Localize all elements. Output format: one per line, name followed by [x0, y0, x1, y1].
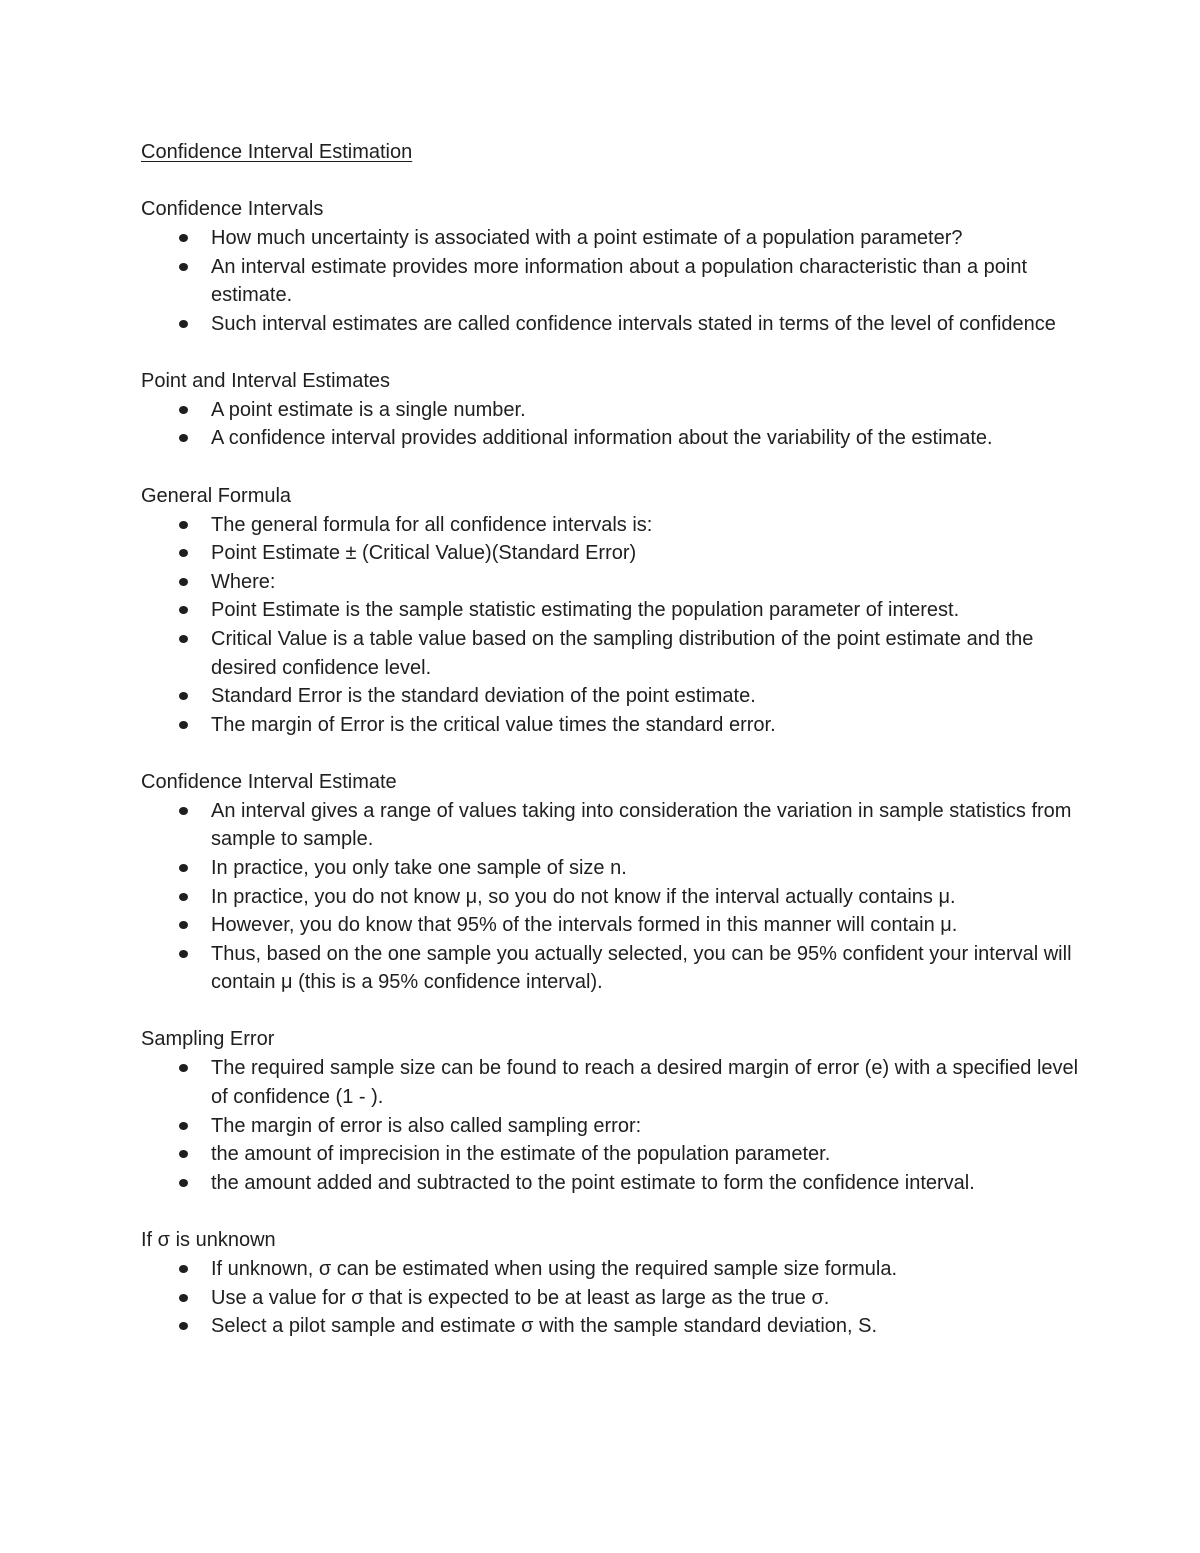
bullet-text: In practice, you do not know μ, so you do not know if the interval actually contains μ.: [211, 885, 956, 908]
bullet-text: The required sample size can be found to reach a desired margin of error (e) with a specified level of confidence (1 - ).: [211, 1057, 1079, 1109]
bullet-item: [141, 568, 1081, 597]
bullet-dot-icon: [179, 807, 188, 815]
section: [141, 1025, 1081, 1197]
bullet-text: The margin of Error is the critical value times the standard error.: [211, 713, 776, 736]
bullet-list: [141, 511, 1081, 740]
bullet-text: A confidence interval provides additional information about the variability of the estimate.: [211, 427, 993, 450]
bullet-dot-icon: [179, 721, 188, 729]
bullet-text: A point estimate is a single number.: [211, 398, 526, 421]
bullet-text: How much uncertainty is associated with a point estimate of a population parameter?: [211, 227, 963, 249]
section-heading: Sampling Error: [141, 1028, 275, 1051]
bullet-item: [141, 625, 1081, 682]
bullet-list: [141, 224, 1081, 338]
bullet-dot-icon: [179, 921, 188, 929]
bullet-dot-icon: [179, 1122, 188, 1130]
bullet-dot-icon: [179, 1150, 188, 1158]
bullet-text: However, you do know that 95% of the intervals formed in this manner will contain μ.: [211, 914, 958, 937]
bullet-dot-icon: [179, 635, 188, 643]
bullet-dot-icon: [179, 234, 188, 242]
bullet-text: The general formula for all confidence intervals is:: [211, 513, 653, 536]
spacer: [141, 167, 1081, 195]
bullet-list: [141, 396, 1081, 453]
section-heading: General Formula: [141, 484, 292, 507]
bullet-item: [141, 596, 1081, 625]
bullet-item: [141, 883, 1081, 912]
section: [141, 482, 1081, 740]
bullet-dot-icon: [179, 1322, 188, 1330]
bullet-list: [141, 1054, 1081, 1197]
bullet-text: Point Estimate ± (Critical Value)(Standard Error): [211, 542, 637, 565]
bullet-dot-icon: [179, 1294, 188, 1302]
bullet-list: [141, 1255, 1081, 1341]
bullet-item: [141, 1054, 1081, 1111]
bullet-item: [141, 854, 1081, 883]
bullet-text: the amount of imprecision in the estimate of the population parameter.: [211, 1143, 831, 1166]
bullet-item: [141, 1169, 1081, 1198]
bullet-item: [141, 682, 1081, 711]
bullet-text: In practice, you only take one sample of size n.: [211, 857, 627, 879]
bullet-dot-icon: [179, 549, 188, 557]
bullet-dot-icon: [179, 1265, 188, 1273]
bullet-item: [141, 1255, 1081, 1284]
bullet-item: [141, 539, 1081, 568]
bullet-text: If unknown, σ can be estimated when using the required sample size formula.: [211, 1257, 898, 1280]
bullet-item: [141, 224, 1081, 253]
bullet-item: [141, 1284, 1081, 1313]
bullet-text: An interval gives a range of values taking into consideration the variation in sample statistics from sample to sample.: [211, 799, 1072, 851]
bullet-item: [141, 1312, 1081, 1341]
bullet-dot-icon: [179, 692, 188, 700]
bullet-dot-icon: [179, 1179, 188, 1187]
bullet-text: The margin of error is also called sampling error:: [211, 1114, 642, 1137]
bullet-dot-icon: [179, 320, 188, 328]
bullet-dot-icon: [179, 606, 188, 614]
bullet-text: Such interval estimates are called confidence intervals stated in terms of the level of confidence: [211, 312, 1056, 335]
bullet-dot-icon: [179, 950, 188, 958]
bullet-item: [141, 711, 1081, 740]
section: [141, 367, 1081, 453]
bullet-item: [141, 424, 1081, 453]
bullet-text: the amount added and subtracted to the point estimate to form the confidence interval.: [211, 1171, 975, 1194]
bullet-item: [141, 940, 1081, 997]
bullet-item: [141, 1140, 1081, 1169]
bullet-item: [141, 511, 1081, 540]
sections-container: [141, 195, 1081, 1341]
bullet-dot-icon: [179, 434, 188, 442]
bullet-item: [141, 797, 1081, 854]
bullet-text: Critical Value is a table value based on the sampling distribution of the point estimate and the desired confidence level.: [211, 627, 1034, 679]
bullet-item: [141, 1112, 1081, 1141]
bullet-dot-icon: [179, 521, 188, 529]
section-heading: Confidence Intervals: [141, 198, 324, 220]
section-heading: Point and Interval Estimates: [141, 369, 391, 392]
document-page: [141, 138, 1081, 1369]
bullet-dot-icon: [179, 893, 188, 901]
bullet-text: An interval estimate provides more information about a population characteristic than a point estimate.: [211, 255, 1028, 307]
bullet-item: [141, 253, 1081, 310]
section-heading: If σ is unknown: [141, 1228, 276, 1251]
bullet-text: Where:: [211, 570, 276, 593]
bullet-text: Thus, based on the one sample you actually selected, you can be 95% confident your interval will contain μ (this is a 95% confidence interval).: [211, 942, 1072, 994]
section-heading: Confidence Interval Estimate: [141, 770, 397, 793]
section: [141, 195, 1081, 338]
section: [141, 768, 1081, 997]
bullet-dot-icon: [179, 406, 188, 414]
bullet-text: Use a value for σ that is expected to be at least as large as the true σ.: [211, 1286, 830, 1309]
bullet-dot-icon: [179, 578, 188, 586]
bullet-item: [141, 310, 1081, 339]
bullet-text: Standard Error is the standard deviation of the point estimate.: [211, 685, 756, 708]
bullet-text: Select a pilot sample and estimate σ with the sample standard deviation, S.: [211, 1315, 878, 1338]
bullet-dot-icon: [179, 263, 188, 271]
bullet-item: [141, 911, 1081, 940]
document-title: Confidence Interval Estimation: [141, 141, 413, 163]
bullet-list: [141, 797, 1081, 997]
bullet-dot-icon: [179, 1064, 188, 1072]
bullet-text: Point Estimate is the sample statistic estimating the population parameter of interest.: [211, 599, 960, 622]
section: [141, 1226, 1081, 1341]
bullet-item: [141, 396, 1081, 425]
bullet-dot-icon: [179, 864, 188, 872]
